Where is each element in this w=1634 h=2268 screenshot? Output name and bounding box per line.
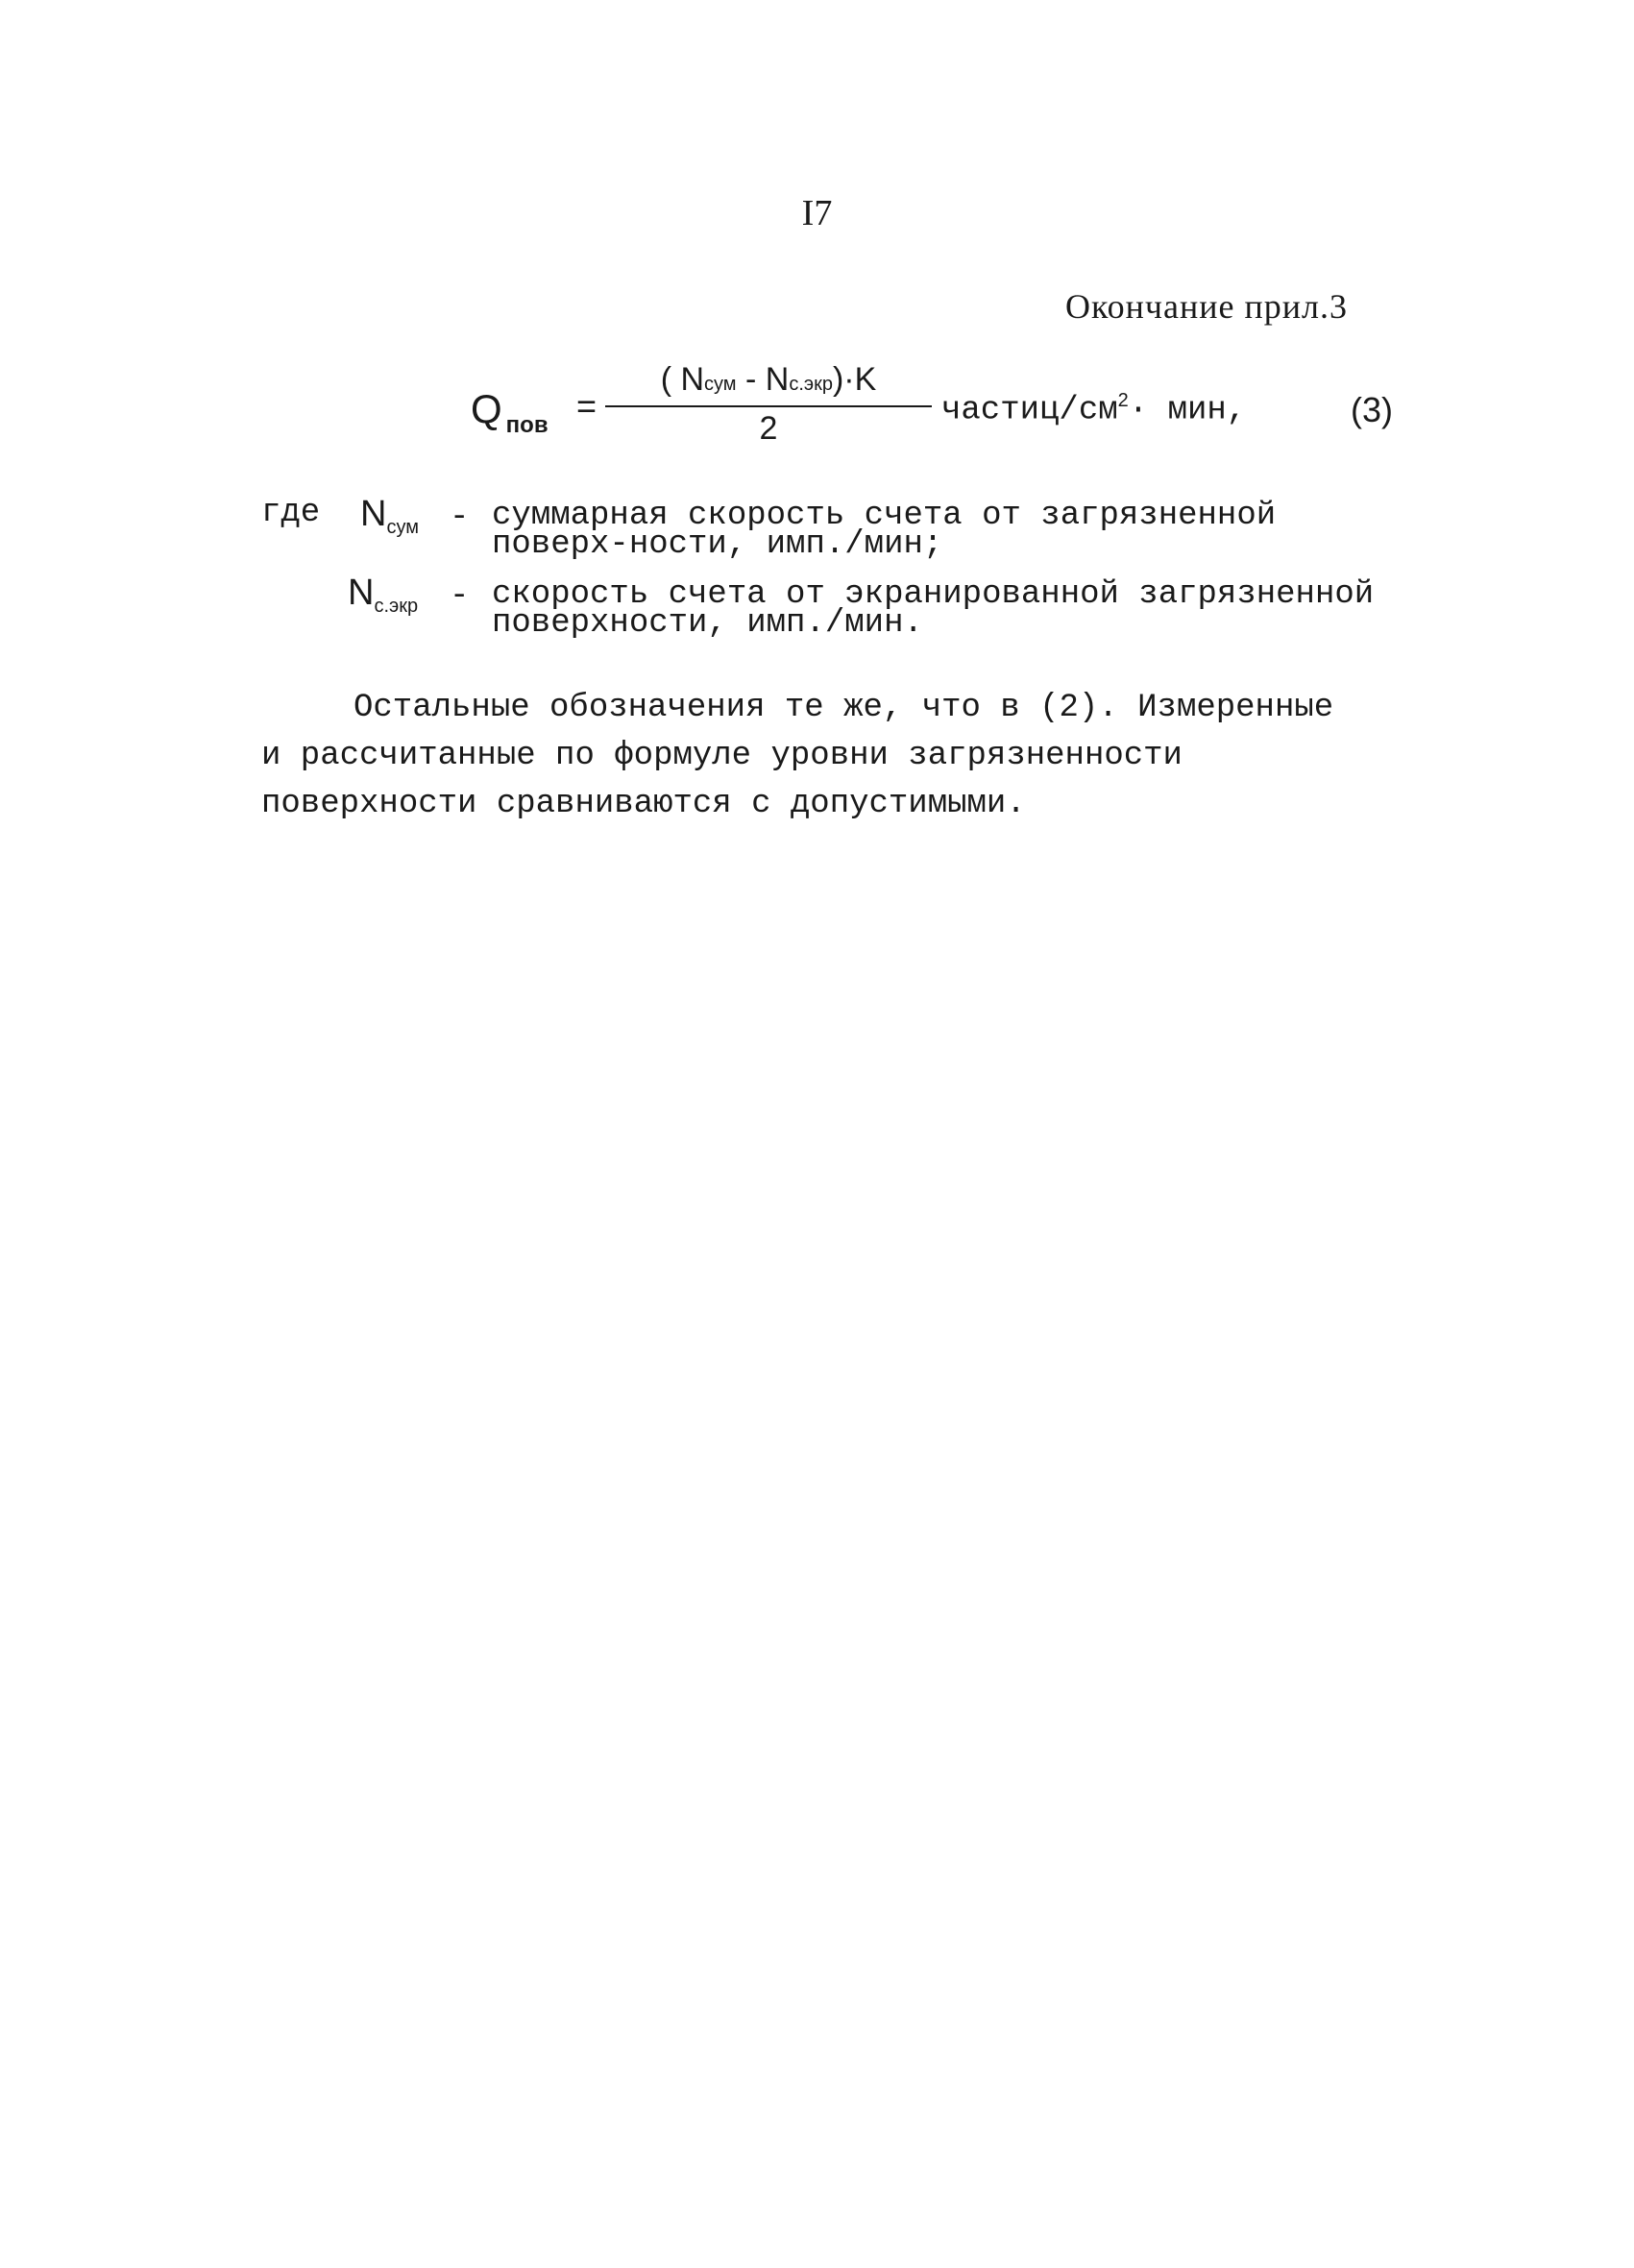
definition-symbol-1-subscript: сум (386, 517, 419, 538)
definition-text-1: суммарная скорость счета от загрязненной поверх-ности, имп./мин; (492, 498, 1277, 563)
where-word: где (261, 495, 321, 531)
units-sup: 2 (1117, 390, 1129, 411)
definition-symbol-1-letter: N (360, 494, 387, 534)
numerator-sub1: сум (704, 374, 737, 395)
page-number: I7 (801, 193, 833, 233)
formula-equals: = (576, 386, 598, 426)
definition-symbol-1 (360, 494, 419, 538)
numerator-sub2: с.экр (789, 374, 833, 395)
formula-lhs-symbol: Q (471, 386, 502, 431)
units-text: частиц/см (941, 392, 1118, 429)
formula-numerator (605, 357, 932, 402)
closing-paragraph (261, 684, 1356, 828)
definition-text-2: скорость счета от экранированной загрязненной поверхности, имп./мин. (492, 576, 1375, 642)
formula-denominator: 2 (759, 410, 778, 447)
paragraph-text: Остальные обозначения те же, что в (2). Измеренные и рассчитанные по формуле уровни загрязненности поверхности сравниваются с допустимыми. (261, 690, 1334, 822)
definition-dash-2: - (450, 578, 470, 615)
formula-units (941, 390, 1246, 428)
formula-lhs (471, 386, 549, 438)
definition-symbol-2-subscript: с.экр (374, 596, 419, 617)
units-tail: · мин, (1128, 392, 1247, 429)
definition-dash-1: - (450, 500, 470, 536)
definition-symbol-2 (348, 573, 419, 617)
definition-symbol-2-letter: N (348, 573, 375, 613)
formula-lhs-subscript: пов (505, 412, 549, 438)
appendix-note: Окончание прил.3 (1064, 287, 1348, 326)
formula-3 (471, 357, 1412, 463)
numerator-minus: - N (736, 361, 790, 398)
formula-fraction (605, 357, 932, 450)
numerator-close: )·K (832, 361, 877, 398)
numerator-open: ( N (660, 361, 705, 398)
equation-number: (3) (1351, 390, 1393, 429)
